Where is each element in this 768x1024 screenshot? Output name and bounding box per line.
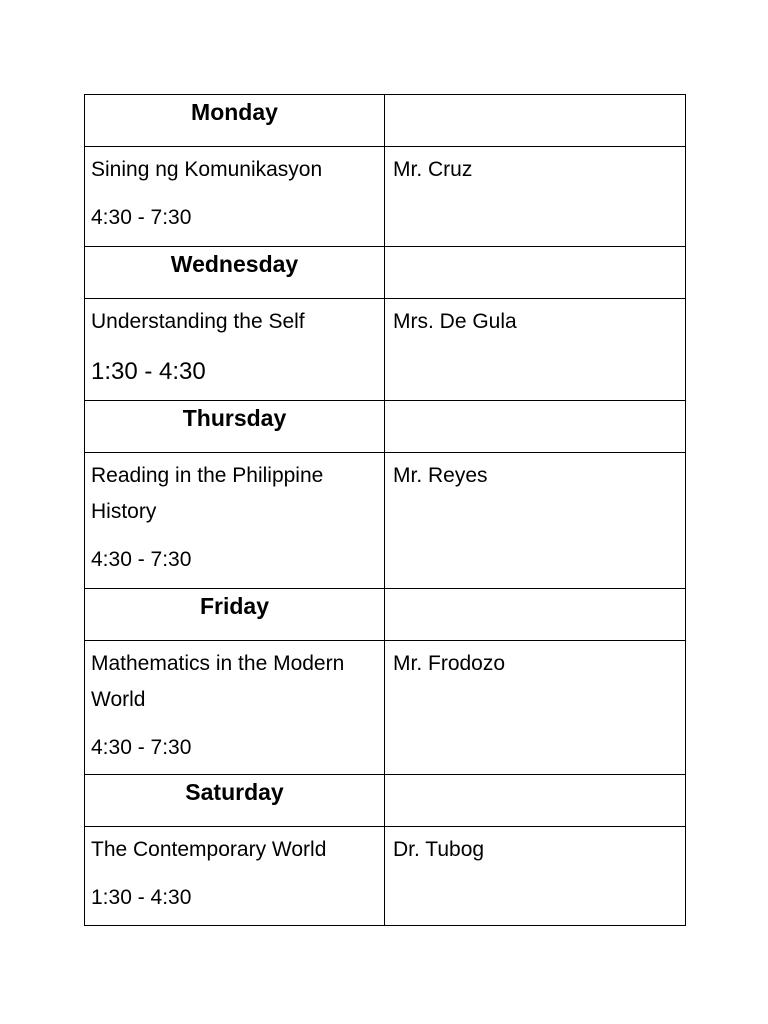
empty-cell [385,95,686,147]
teacher-name: Mr. Cruz [393,158,473,181]
teacher-cell [385,299,686,401]
class-row-thursday [85,453,686,589]
class-row-saturday [85,827,686,926]
subject-cell [85,147,385,247]
class-row-wednesday [85,299,686,401]
day-header-row-friday [85,589,686,641]
day-cell [85,589,385,641]
day-cell [85,775,385,827]
teacher-cell [385,827,686,926]
class-time: 4:30 - 7:30 [91,736,192,759]
subject-cell [85,453,385,589]
subject-name: Reading in the Philippine History [91,464,324,523]
day-label-friday: Friday [199,593,270,619]
day-label-thursday: Thursday [182,405,287,431]
subject-cell [85,827,385,926]
empty-cell [385,401,686,453]
day-header-row-monday [85,95,686,147]
teacher-cell [385,147,686,247]
class-time: 1:30 - 4:30 [91,358,206,385]
subject-cell [85,299,385,401]
schedule-page [84,94,685,926]
subject-name: Sining ng Komunikasyon [91,158,323,181]
subject-name: The Contemporary World [91,838,327,861]
class-time: 1:30 - 4:30 [91,886,192,909]
class-row-monday [85,147,686,247]
teacher-name: Mrs. De Gula [393,310,517,333]
subject-name: Understanding the Self [91,310,305,333]
teacher-name: Dr. Tubog [393,838,485,861]
empty-cell [385,775,686,827]
day-cell [85,401,385,453]
teacher-name: Mr. Reyes [393,464,488,487]
teacher-cell [385,453,686,589]
teacher-cell [385,641,686,775]
day-label-saturday: Saturday [185,779,284,805]
empty-cell [385,247,686,299]
day-cell [85,247,385,299]
day-label-monday: Monday [191,99,278,125]
day-header-row-thursday [85,401,686,453]
day-header-row-wednesday [85,247,686,299]
day-label-wednesday: Wednesday [170,251,299,277]
class-time: 4:30 - 7:30 [91,206,192,229]
subject-cell [85,641,385,775]
subject-name: Mathematics in the Modern World [91,652,345,711]
day-cell [85,95,385,147]
day-header-row-saturday [85,775,686,827]
class-time: 4:30 - 7:30 [91,548,192,571]
schedule-table [84,94,686,926]
empty-cell [385,589,686,641]
teacher-name: Mr. Frodozo [393,652,506,675]
class-row-friday [85,641,686,775]
